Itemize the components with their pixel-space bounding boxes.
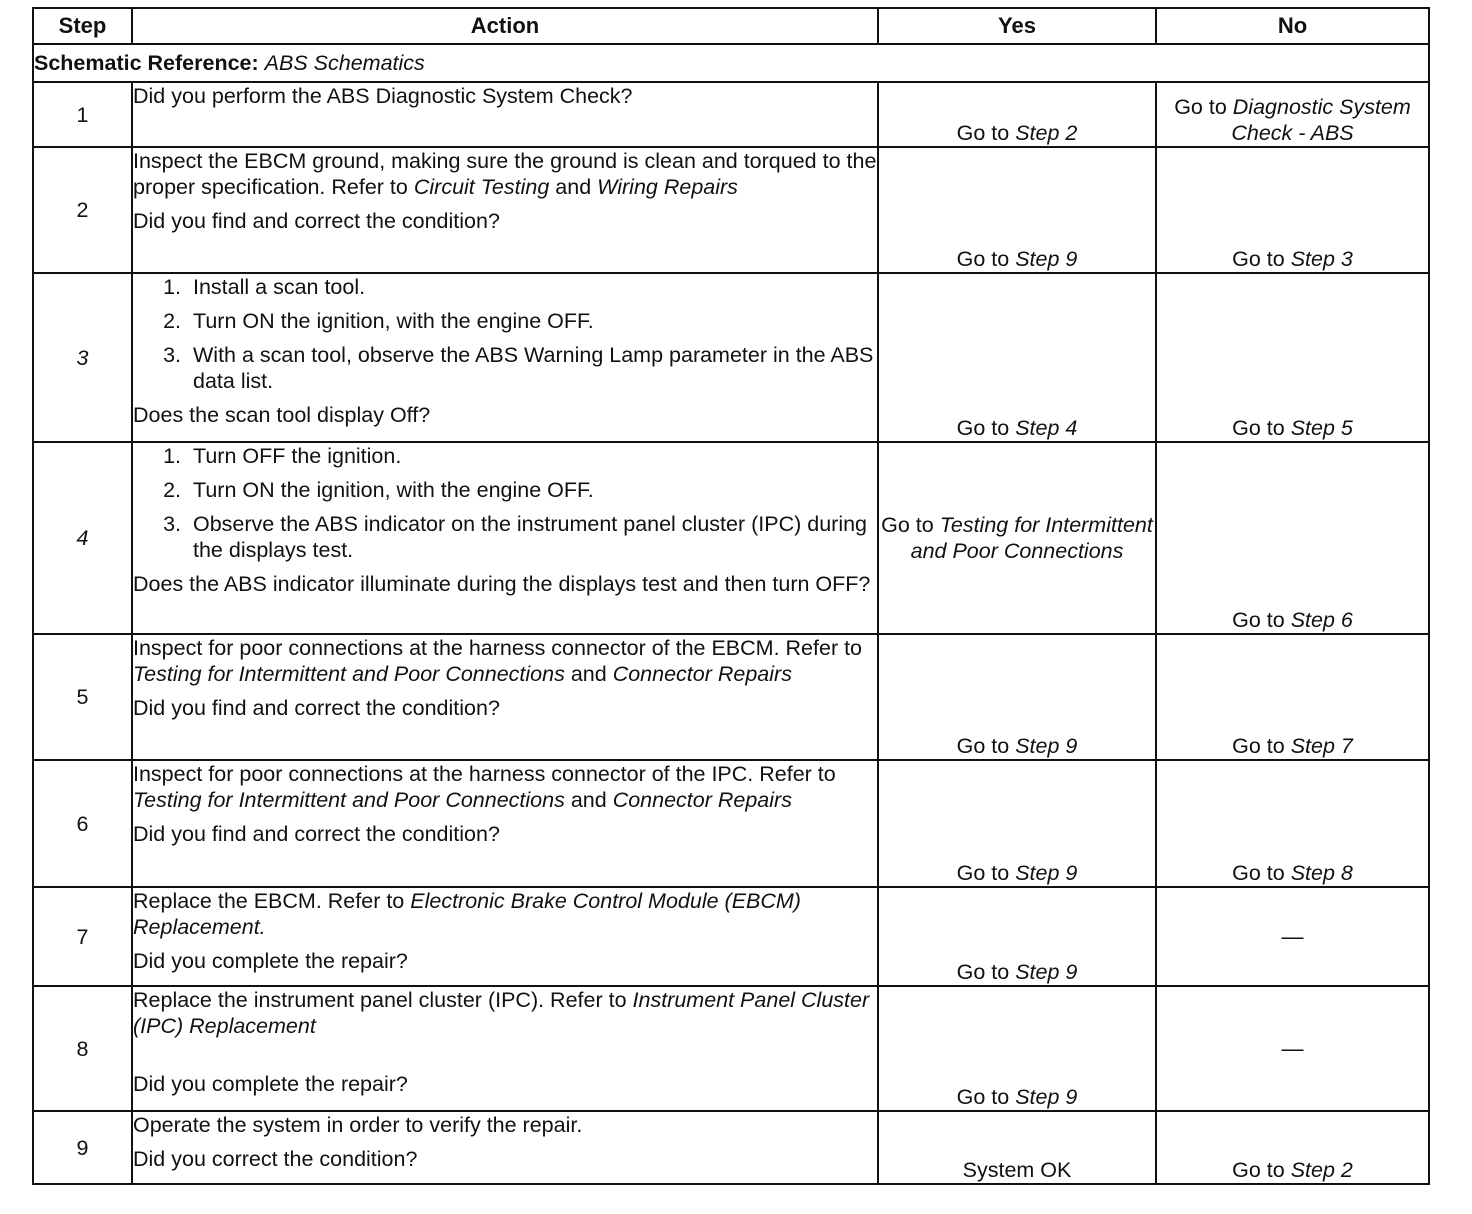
step-row <box>33 760 1429 887</box>
action-cell <box>132 82 878 147</box>
step-number: 3 <box>33 273 132 442</box>
header-row <box>33 8 1429 44</box>
step-row <box>33 986 1429 1111</box>
list-item: 2. Turn ON the ignition, with the engine OFF. <box>187 308 877 334</box>
step-number: 4 <box>33 442 132 634</box>
action-question: Does the ABS indicator illuminate during the displays test and then turn OFF? <box>133 572 871 596</box>
list-item: 1. Install a scan tool. <box>187 274 877 300</box>
step-number: 5 <box>33 634 132 760</box>
no-cell: Go to Diagnostic System Check - ABS <box>1156 82 1429 147</box>
action-text: Inspect the EBCM ground, making sure the ground is clean and torqued to the proper specification. Refer to Circuit Testing and Wiring Repairs <box>133 149 877 199</box>
action-list <box>133 443 877 563</box>
yes-cell: Go to Step 9 <box>878 634 1156 760</box>
yes-link[interactable]: Testing for Intermittent and Poor Connections <box>910 513 1153 563</box>
reference-link[interactable]: Connector Repairs <box>612 788 792 812</box>
action-text: Replace the EBCM. Refer to Electronic Brake Control Module (EBCM) Replacement. <box>133 889 801 939</box>
action-question: Did you complete the repair? <box>133 1072 408 1096</box>
no-link[interactable]: Step 6 <box>1290 608 1353 632</box>
yes-link[interactable]: Step 2 <box>1015 121 1078 145</box>
action-question: Did you find and correct the condition? <box>133 696 500 720</box>
no-link[interactable]: Step 8 <box>1290 861 1353 885</box>
step-row <box>33 82 1429 147</box>
no-link[interactable]: Step 2 <box>1290 1158 1353 1182</box>
no-cell: Go to Step 5 <box>1156 273 1429 442</box>
reference-link[interactable]: Testing for Intermittent and Poor Connections <box>133 788 565 812</box>
no-link[interactable]: Diagnostic System Check - ABS <box>1231 95 1411 145</box>
no-link[interactable]: Step 5 <box>1290 416 1353 440</box>
action-question: Did you complete the repair? <box>133 949 408 973</box>
action-cell <box>132 986 878 1111</box>
yes-cell: System OK <box>878 1111 1156 1184</box>
yes-link[interactable]: Step 9 <box>1015 1085 1078 1109</box>
no-cell: — <box>1156 986 1429 1111</box>
header-yes: Yes <box>878 8 1156 44</box>
yes-link[interactable]: Step 9 <box>1015 960 1078 984</box>
action-cell <box>132 273 878 442</box>
no-link[interactable]: Step 7 <box>1290 734 1353 758</box>
diagnostic-table <box>32 7 1430 1185</box>
yes-cell: Go to Step 9 <box>878 887 1156 986</box>
step-row <box>33 887 1429 986</box>
yes-cell: Go to Step 2 <box>878 82 1156 147</box>
action-text: Inspect for poor connections at the harness connector of the EBCM. Refer to Testing for Intermittent and Poor Connections and Connector Repairs <box>133 636 863 686</box>
schematic-reference-link[interactable]: ABS Schematics <box>264 51 425 75</box>
reference-link[interactable]: Wiring Repairs <box>597 175 738 199</box>
step-number: 2 <box>33 147 132 273</box>
yes-cell: Go to Step 9 <box>878 986 1156 1111</box>
action-cell <box>132 1111 878 1184</box>
no-cell: Go to Step 7 <box>1156 634 1429 760</box>
list-item: 1. Turn OFF the ignition. <box>187 443 877 469</box>
yes-cell: Go to Testing for Intermittent and Poor Connections <box>878 442 1156 634</box>
no-cell: Go to Step 6 <box>1156 442 1429 634</box>
action-question: Did you find and correct the condition? <box>133 822 500 846</box>
action-question: Did you find and correct the condition? <box>133 209 500 233</box>
step-row <box>33 634 1429 760</box>
action-question: Did you perform the ABS Diagnostic System Check? <box>133 84 633 108</box>
action-text: Operate the system in order to verify the repair. <box>133 1113 583 1137</box>
no-cell: Go to Step 3 <box>1156 147 1429 273</box>
action-cell <box>132 442 878 634</box>
step-number: 1 <box>33 82 132 147</box>
list-item: 2. Turn ON the ignition, with the engine OFF. <box>187 477 877 503</box>
action-cell <box>132 887 878 986</box>
yes-cell: Go to Step 4 <box>878 273 1156 442</box>
reference-link[interactable]: Circuit Testing <box>413 175 550 199</box>
yes-link[interactable]: Step 9 <box>1015 247 1078 271</box>
no-cell: — <box>1156 887 1429 986</box>
list-item: 3. With a scan tool, observe the ABS Warning Lamp parameter in the ABS data list. <box>187 342 877 394</box>
action-question: Did you correct the condition? <box>133 1147 418 1171</box>
step-number: 6 <box>33 760 132 887</box>
action-cell <box>132 634 878 760</box>
no-cell: Go to Step 8 <box>1156 760 1429 887</box>
action-list <box>133 274 877 394</box>
header-step: Step <box>33 8 132 44</box>
reference-link[interactable]: Testing for Intermittent and Poor Connections <box>133 662 565 686</box>
step-row <box>33 442 1429 634</box>
yes-link[interactable]: Step 4 <box>1015 416 1078 440</box>
reference-link[interactable]: Instrument Panel Cluster (IPC) Replacement <box>133 988 870 1038</box>
reference-link[interactable]: Connector Repairs <box>612 662 792 686</box>
step-number: 9 <box>33 1111 132 1184</box>
action-text: Inspect for poor connections at the harness connector of the IPC. Refer to Testing for Intermittent and Poor Connections and Connector Repairs <box>133 762 836 812</box>
schematic-reference <box>33 44 1429 82</box>
yes-cell: Go to Step 9 <box>878 147 1156 273</box>
no-link[interactable]: Step 3 <box>1290 247 1353 271</box>
step-number: 8 <box>33 986 132 1111</box>
action-cell <box>132 760 878 887</box>
yes-cell: Go to Step 9 <box>878 760 1156 887</box>
action-cell <box>132 147 878 273</box>
reference-link[interactable]: Electronic Brake Control Module (EBCM) Replacement. <box>133 889 801 939</box>
step-row <box>33 1111 1429 1184</box>
step-row <box>33 273 1429 442</box>
yes-link[interactable]: Step 9 <box>1015 861 1078 885</box>
schematic-reference-row <box>33 44 1429 82</box>
yes-link[interactable]: Step 9 <box>1015 734 1078 758</box>
list-item: 3. Observe the ABS indicator on the instrument panel cluster (IPC) during the displays test. <box>187 511 877 563</box>
action-question: Does the scan tool display Off? <box>133 403 431 427</box>
header-action: Action <box>132 8 878 44</box>
no-cell: Go to Step 2 <box>1156 1111 1429 1184</box>
schematic-reference-label: Schematic Reference: <box>34 51 259 75</box>
step-row <box>33 147 1429 273</box>
action-text: Replace the instrument panel cluster (IPC). Refer to Instrument Panel Cluster (IPC) Replacement <box>133 988 870 1038</box>
header-no: No <box>1156 8 1429 44</box>
step-number: 7 <box>33 887 132 986</box>
